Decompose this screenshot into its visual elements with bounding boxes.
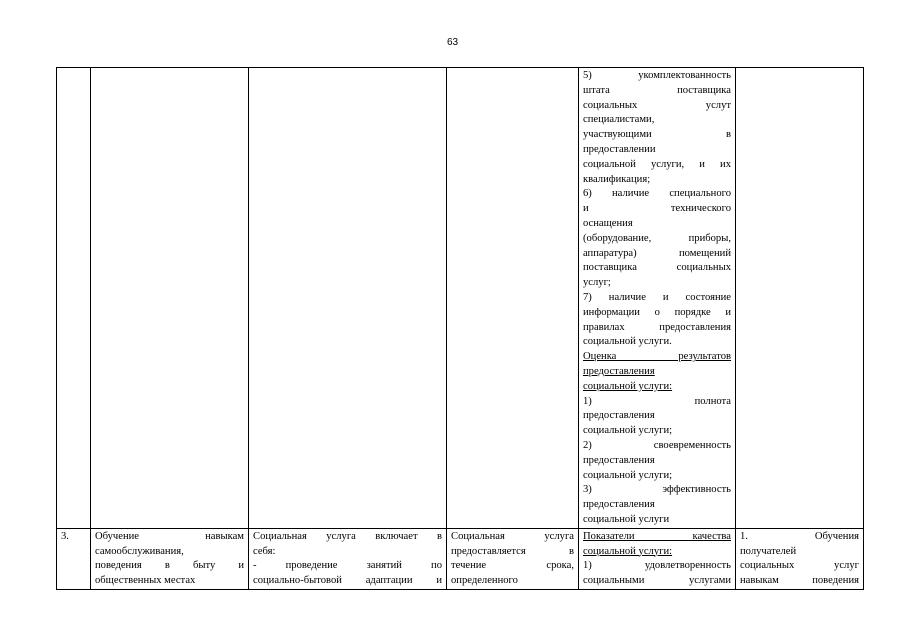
services-table <box>56 67 864 590</box>
text-line: предоставляется в <box>451 545 574 557</box>
cell-quality-indicators <box>579 528 736 589</box>
text-line: Показатели качества <box>583 530 731 542</box>
text-line: Оценка результатов <box>583 351 731 363</box>
text-line: социальной услуги. <box>583 336 672 348</box>
cell-number <box>57 68 91 529</box>
text-line: оснащения <box>583 217 633 229</box>
cell-service-description <box>249 68 447 529</box>
text-line: 6) наличие специального <box>583 188 731 200</box>
text-line: квалификация; <box>583 173 651 185</box>
text-line: социальной услуги <box>583 513 670 525</box>
cell-service-name <box>91 68 249 529</box>
text-line: самообслуживания, <box>95 545 184 557</box>
text-line: социальными услугами <box>583 575 731 587</box>
text-line: общественных местах <box>95 575 196 587</box>
text-line: 1) полнота <box>583 395 731 407</box>
text-line: предоставления <box>583 499 655 511</box>
text-line: Социальная услуга включает в <box>253 530 442 542</box>
table-row <box>57 528 864 589</box>
cell-service-name <box>91 528 249 589</box>
text-line: течение срока, <box>451 560 574 572</box>
text-line: 2) своевременность <box>583 439 731 451</box>
text-line: социальной услуги; <box>583 469 673 481</box>
text-line: предоставления <box>583 410 655 422</box>
text-line: 5) укомплектованность <box>583 70 731 81</box>
text-line: получателей <box>740 545 797 557</box>
text-line: социальных услуг <box>740 560 859 572</box>
text-line: и технического <box>583 203 731 215</box>
cell-service-description <box>249 528 447 589</box>
cell-conditions <box>736 528 864 589</box>
cell-quality-indicators <box>579 68 736 529</box>
text-line: - проведение занятий по <box>253 560 442 572</box>
text-line: штата поставщика <box>583 84 731 96</box>
text-line: предоставления <box>583 454 655 466</box>
text-line: аппаратура) помещений <box>583 247 731 259</box>
text-line: услуг; <box>583 277 611 289</box>
cell-service-terms <box>447 68 579 529</box>
text-line: 7) наличие и состояние <box>583 291 731 303</box>
text-line: поставщика социальных <box>583 262 731 274</box>
text-line: участвующими в <box>583 129 731 141</box>
text-line: правилах предоставления <box>583 321 731 333</box>
text-line: Социальная услуга <box>451 530 574 542</box>
text-line: предоставления <box>583 365 655 377</box>
text-line: (оборудование, приборы, <box>583 232 731 244</box>
text-line: информации о порядке и <box>583 306 731 318</box>
text-line: социальных услут <box>583 99 731 111</box>
text-line: социальной услуги: <box>583 545 673 557</box>
text-line: социальной услуги: <box>583 380 673 392</box>
text-line: навыкам поведения <box>740 575 859 587</box>
text-line: социальной услуги, и их <box>583 158 731 170</box>
text-line: социально-бытовой адаптации и <box>253 575 442 587</box>
table-row <box>57 68 864 529</box>
cell-number <box>57 528 91 589</box>
text-line: предоставлении <box>583 143 656 155</box>
text-line: Обучение навыкам <box>95 530 244 542</box>
text-line: определенного <box>451 575 518 587</box>
text-line: 3) эффективность <box>583 484 731 496</box>
text-line: 1. Обучения <box>740 530 859 542</box>
text-line: специалистами, <box>583 114 655 126</box>
cell-service-terms <box>447 528 579 589</box>
text-line: поведения в быту и <box>95 560 244 572</box>
text-line: социальной услуги; <box>583 425 673 437</box>
row-number: 3. <box>61 530 69 542</box>
page-number: 63 <box>446 37 459 48</box>
text-line: 1) удовлетворенность <box>583 560 731 572</box>
text-line: себя: <box>253 545 276 557</box>
cell-conditions <box>736 68 864 529</box>
